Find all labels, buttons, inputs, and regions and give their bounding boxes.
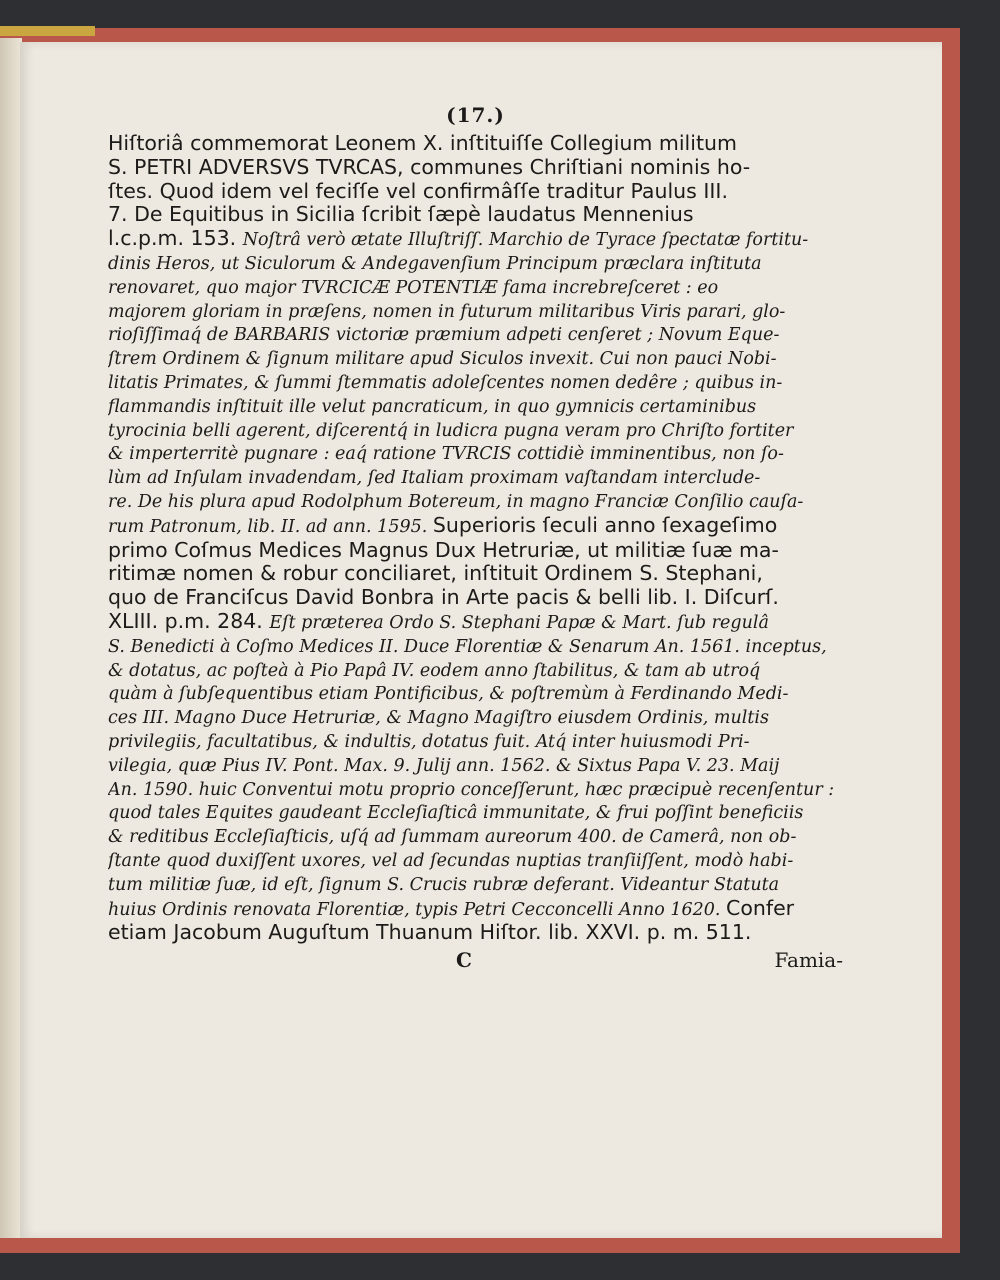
text-line — [108, 323, 843, 347]
italic-text: & dotatus, ac poſteà à Pio Papâ IV. eodem anno ſtabilitus, & tam ab utroq́ — [108, 660, 761, 681]
italic-text: litatis Primates, & ſummi ſtemmatis adoleſcentes nomen dedêre ; quibus in- — [108, 372, 783, 393]
italic-text: Eſt præterea Ordo S. Stephani Papæ & Mart. ſub regulâ — [269, 612, 769, 633]
text-line — [108, 754, 843, 778]
text-line — [108, 921, 843, 945]
text-line — [108, 682, 843, 706]
italic-text: vilegia, quæ Pius IV. Pont. Max. 9. Julij ann. 1562. & Sixtus Papa V. 23. Maij — [108, 755, 780, 776]
signature-mark: C — [456, 948, 472, 973]
roman-text: Confer — [726, 896, 795, 920]
page-text — [108, 100, 843, 972]
text-line — [108, 276, 843, 300]
italic-text: rioſiſſimaq́ de BARBARIS victoriæ præmium adpeti cenſeret ; Novum Eque- — [108, 325, 780, 346]
page-number: (17.) — [446, 103, 505, 127]
text-line — [108, 562, 843, 586]
roman-text: etiam Jacobum Auguſtum Thuanum Hiſtor. lib. XXVI. p. m. 511. — [108, 921, 752, 945]
text-line — [108, 347, 843, 371]
italic-text: rum Patronum, lib. II. ad ann. 1595. — [108, 516, 433, 537]
text-line — [108, 156, 843, 180]
book-page — [20, 42, 942, 1238]
page-footer — [108, 949, 843, 972]
text-line — [108, 419, 843, 443]
italic-text: ſtante quod duxiſſent uxores, vel ad ſecundas nuptias tranſiiſſent, modò habi- — [108, 850, 794, 871]
text-line — [108, 635, 843, 659]
text-line — [108, 395, 843, 419]
text-line — [108, 132, 843, 156]
roman-text: ritimæ nomen & robur conciliaret, inſtituit Ordinem S. Stephani, — [108, 562, 763, 586]
roman-text: l.c.p.m. 153. — [108, 227, 243, 251]
text-line — [108, 659, 843, 683]
roman-text: quo de Franciſcus David Bonbra in Arte pacis & belli lib. I. Diſcurſ. — [108, 586, 779, 610]
italic-text: renovaret, quo major TVRCICÆ POTENTIÆ fama increbreſceret : eo — [108, 277, 719, 298]
roman-text: XLIII. p.m. 284. — [108, 609, 270, 633]
text-line — [108, 778, 843, 802]
italic-text: & reditibus Eccleſiaſticis, uſq́ ad ſummam aureorum 400. de Camerâ, non ob- — [108, 827, 797, 848]
page-stack-edge — [0, 38, 22, 1238]
italic-text: tyrocinia belli agerent, diſcerentq́ in ludicra pugna veram pro Chriſto fortiter — [108, 420, 794, 441]
italic-text: Noſtrâ verò ætate Illuſtriſſ. Marchio de Tyrace ſpectatæ fortitu- — [242, 230, 809, 251]
text-line — [108, 514, 843, 539]
italic-text: majorem gloriam in præſens, nomen in futurum militaribus Viris parari, glo- — [108, 301, 786, 322]
italic-text: An. 1590. huic Conventui motu proprio conceſſerunt, hæc præcipuè recenſentur : — [108, 779, 835, 800]
italic-text: ſtrem Ordinem & ſignum militare apud Siculos invexit. Cui non pauci Nobi- — [108, 349, 777, 370]
italic-text: re. De his plura apud Rodolphum Botereum, in magno Franciæ Conſilio cauſa- — [108, 491, 804, 512]
text-line — [108, 849, 843, 873]
roman-text: ſtes. Quod idem vel feciſſe vel confirmâſſe traditur Paulus III. — [108, 179, 728, 203]
italic-text: dinis Heros, ut Siculorum & Andegavenſium Principum præclara inſtituta — [108, 253, 762, 274]
text-lines — [108, 132, 843, 945]
roman-text: S. PETRI ADVERSVS TVRCAS, communes Chriſtiani nominis ho- — [108, 155, 751, 179]
italic-text: flammandis inſtituit ille velut pancraticum, in quo gymnicis certaminibus — [108, 396, 757, 417]
text-line — [108, 801, 843, 825]
text-line — [108, 227, 843, 252]
italic-text: quàm à ſubſequentibus etiam Pontificibus, & poſtremùm à Ferdinando Medi- — [108, 684, 789, 705]
roman-text: Superioris ſeculi anno ſexageſimo — [432, 513, 778, 537]
roman-text: 7. De Equitibus in Sicilia ſcribit ſæpè laudatus Mennenius — [108, 203, 694, 227]
italic-text: quod tales Equites gaudeant Eccleſiaſticâ immunitate, & frui poſſint beneficiis — [108, 803, 804, 824]
text-line — [108, 873, 843, 897]
text-line — [108, 706, 843, 730]
text-line — [108, 371, 843, 395]
italic-text: & imperterritè pugnare : eaq́ ratione TVRCIS cottidiè imminentibus, non ſo- — [108, 444, 784, 465]
text-line — [108, 466, 843, 490]
text-line — [108, 203, 843, 227]
text-line — [108, 586, 843, 610]
italic-text: lùm ad Inſulam invadendam, ſed Italiam proximam vaſtandam interclude- — [108, 468, 761, 489]
bookmark-band — [0, 26, 95, 36]
text-line — [108, 730, 843, 754]
text-line — [108, 300, 843, 324]
text-line — [108, 825, 843, 849]
text-line — [108, 490, 843, 514]
italic-text: ces III. Magno Duce Hetruriæ, & Magno Magiſtro eiusdem Ordinis, multis — [108, 708, 770, 729]
italic-text: tum militiæ ſuæ, id eſt, ſignum S. Crucis rubræ deferant. Videantur Statuta — [108, 874, 780, 895]
text-line — [108, 180, 843, 204]
italic-text: huius Ordinis renovata Florentiæ, typis Petri Cecconcelli Anno 1620. — [108, 899, 726, 920]
roman-text: Hiſtoriâ commemorat Leonem X. inſtituiſſe Collegium militum — [108, 132, 737, 155]
text-line — [108, 610, 843, 635]
text-line — [108, 442, 843, 466]
text-line — [108, 252, 843, 276]
text-line — [108, 897, 843, 922]
catchword: Famia- — [774, 948, 843, 973]
roman-text: primo Coſmus Medices Magnus Dux Hetruriæ, ut militiæ ſuæ ma- — [108, 538, 779, 562]
text-line — [108, 539, 843, 563]
italic-text: S. Benedicti à Coſmo Medices II. Duce Florentiæ & Senarum An. 1561. inceptus, — [108, 636, 827, 657]
italic-text: privilegiis, facultatibus, & indultis, dotatus fuit. Atq́ inter huiusmodi Pri- — [108, 731, 750, 752]
